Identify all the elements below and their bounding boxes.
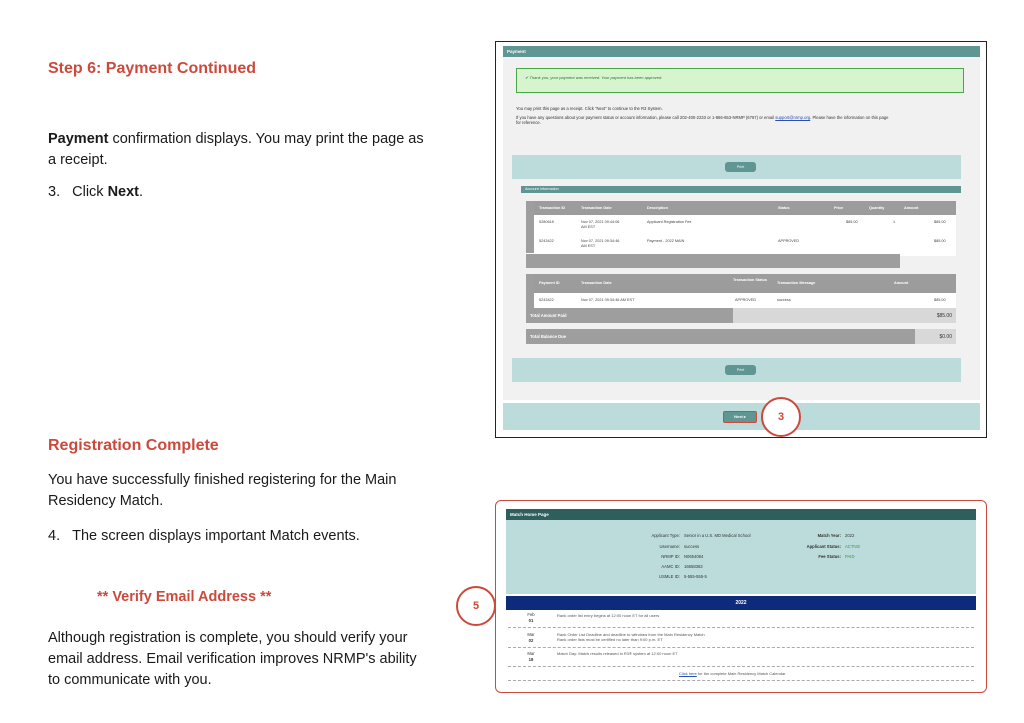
fee-status-label: Fee Status: (818, 554, 841, 559)
payment-status: APPROVED (735, 298, 757, 302)
col-payment-id: Payment ID (539, 281, 560, 285)
event-divider (508, 666, 974, 667)
calendar-link[interactable]: Click here (679, 671, 697, 676)
aamc-id-label: AAMC ID: (661, 564, 680, 569)
col-price: Price (834, 206, 844, 210)
match-year-value: 2022 (845, 533, 855, 538)
event-line1: Rank Order List Deadline and deadline to withdraw from the Main Residency Match (557, 632, 705, 637)
payment-screenshot (495, 41, 987, 438)
total-paid-label: Total Amount Paid (526, 308, 733, 323)
col-pay-amount: Amount (894, 281, 909, 285)
account-info-bar: Account Information (521, 186, 961, 193)
step-5-callout: 5 (456, 586, 496, 626)
txn-date-2: AM EST (581, 225, 596, 229)
aamc-id-value: 16658363 (684, 564, 703, 569)
step-4 (48, 526, 360, 547)
usmle-id-label: USMLE ID: (659, 574, 680, 579)
match-year-label: Match Year: (817, 533, 841, 538)
usmle-id-value: 5-555-555-5 (684, 574, 707, 579)
verify-line1: Although registration is complete, you should verify your (48, 630, 408, 646)
support-email-link[interactable]: support@nrmp.org (775, 114, 811, 120)
applicant-status-value: ACTIVE (845, 544, 861, 549)
applicant-info-box (506, 520, 976, 594)
verify-line2: email address. Email verification improves NRMP's ability (48, 651, 417, 667)
payment-info-text (516, 106, 971, 126)
col-amount: Amount (904, 206, 919, 210)
event-date (520, 651, 542, 662)
event-line2: Rank order lists must be certified no later than 9:00 p.m. ET (557, 637, 663, 643)
step-3-callout: 3 (761, 397, 801, 437)
info-line2-post: . Please have the information on this page (810, 114, 889, 120)
txn-id: 5280618 (539, 220, 554, 224)
col-status: Status (778, 206, 790, 210)
payment-text-line2: a receipt. (48, 152, 108, 168)
payments-header (534, 274, 956, 293)
event-divider (508, 680, 974, 681)
event-text (557, 651, 678, 656)
step-3-pre: Click (72, 184, 108, 200)
col-transaction-id: Transaction ID (539, 206, 566, 210)
payment-id: 5243422 (539, 298, 554, 302)
event-divider (508, 647, 974, 648)
event-line1: Rank order list entry begins at 12:00 noon ET for all users (557, 613, 660, 618)
col-quantity: Quantity (869, 206, 885, 210)
total-paid-spacer (733, 308, 892, 323)
step-4-number: 4. (48, 528, 61, 544)
payment-amount: $85.00 (934, 298, 946, 302)
verify-email-text (48, 628, 468, 691)
registration-heading: Registration Complete (48, 437, 219, 454)
match-home-title-bar: Match Home Page (506, 509, 976, 520)
event-date (520, 632, 542, 643)
fee-status-value: PAID (845, 554, 855, 559)
year-banner: 2022 (506, 596, 976, 610)
transactions-header (534, 201, 956, 215)
col-transaction-date: Transaction Date (581, 206, 612, 210)
table-row-marker (526, 274, 534, 308)
txn-price: $85.00 (846, 220, 858, 224)
payment-date: Nov 07, 2021 09:34:46 AM EST (581, 298, 635, 302)
payment-text: confirmation displays. You may print the page as (108, 131, 424, 147)
registration-line2: Residency Match. (48, 493, 164, 509)
verify-email-heading: ** Verify Email Address ** (97, 589, 272, 605)
event-divider (508, 627, 974, 628)
col-pay-transaction-date: Transaction Date (581, 281, 612, 285)
txn-quantity: 1 (893, 220, 896, 224)
txn-description: Applicant Registration Fee (647, 220, 692, 224)
txn-date-1: Nov 07, 2021 09:34:46 (581, 239, 620, 243)
payment-instructions (48, 129, 468, 171)
info-line1: You may print this page as a receipt. Click "Next" to continue to the R3 System. (516, 106, 663, 111)
username-value: success (684, 544, 700, 549)
nrmp-id-label: NRMP ID: (661, 554, 680, 559)
event-date (520, 612, 542, 623)
info-line3: for reference. (516, 120, 541, 126)
table-footer-strip (526, 254, 900, 268)
balance-due-value: $0.00 (915, 329, 956, 344)
applicant-type-label: Applicant Type: (651, 533, 680, 538)
event-month: Mar (527, 632, 535, 637)
txn-amount: $85.00 (934, 220, 946, 224)
print-button-top[interactable]: Print (725, 162, 756, 172)
txn-date-1: Nov 07, 2021 09:44:06 (581, 220, 620, 224)
balance-due-label: Total Balance Due (526, 329, 915, 344)
event-text (557, 613, 659, 618)
step-heading: Step 6: Payment Continued (48, 60, 257, 77)
table-row (534, 215, 956, 234)
col-transaction-message: Transaction Message (777, 281, 816, 285)
step-3-post: . (139, 184, 144, 200)
table-row (534, 293, 956, 308)
event-day: 02 (528, 637, 534, 643)
step-3 (48, 182, 143, 203)
payment-title-bar: Payment (503, 46, 980, 57)
payment-message: success (777, 298, 791, 302)
nrmp-id-value: N0654084 (684, 554, 704, 559)
event-day: 01 (528, 617, 534, 623)
username-label: Username: (659, 544, 680, 549)
applicant-type-value: Senior in a U.S. MD Medical School (684, 533, 751, 538)
txn-date-2: AM EST (581, 244, 596, 248)
next-button[interactable]: Next ▸ (723, 411, 757, 423)
event-line1: Match Day: Match results released in R3® system at 12:00 noon ET (557, 651, 678, 656)
calendar-link-line (679, 671, 786, 676)
step-3-number: 3. (48, 184, 61, 200)
verify-line3: to communicate with you. (48, 672, 212, 688)
info-line2: If you have any questions about your payment status or account information, please call 202-400-2233 or 1-866-653-NRMP (6767) or email (516, 114, 776, 120)
col-description: Description (647, 206, 668, 210)
payment-bold: Payment (48, 131, 109, 147)
success-message: ✔ Thank you, your payment was received. Your payment has been approved. (516, 68, 964, 93)
match-home-screenshot (495, 500, 987, 693)
total-paid-value: $85.00 (892, 308, 956, 323)
calendar-link-text: for the complete Main Residency Match Calendar (696, 671, 786, 676)
event-month: Mar (527, 651, 535, 656)
registration-text (48, 470, 468, 512)
txn-status: APPROVED (778, 239, 800, 243)
event-day: 18 (528, 656, 534, 662)
table-row-marker (526, 201, 534, 253)
txn-date (581, 239, 619, 249)
registration-line1: You have successfully finished registering for the Main (48, 472, 397, 488)
step-4-text: The screen displays important Match events. (72, 528, 360, 544)
txn-description: Payment - 2022 MAIN (647, 239, 685, 243)
col-transaction-status: Transaction Status (733, 278, 767, 282)
txn-date (581, 220, 619, 230)
txn-id: 5243422 (539, 239, 554, 243)
txn-amount: $85.00 (934, 239, 946, 243)
print-button-bottom[interactable]: Print (725, 365, 756, 375)
step-3-bold: Next (107, 184, 140, 200)
applicant-status-label: Applicant Status: (806, 544, 841, 549)
event-text (557, 632, 705, 642)
event-month: Feb (527, 612, 535, 617)
transactions-table (526, 201, 956, 256)
payments-table (526, 274, 956, 308)
table-row (534, 234, 956, 253)
